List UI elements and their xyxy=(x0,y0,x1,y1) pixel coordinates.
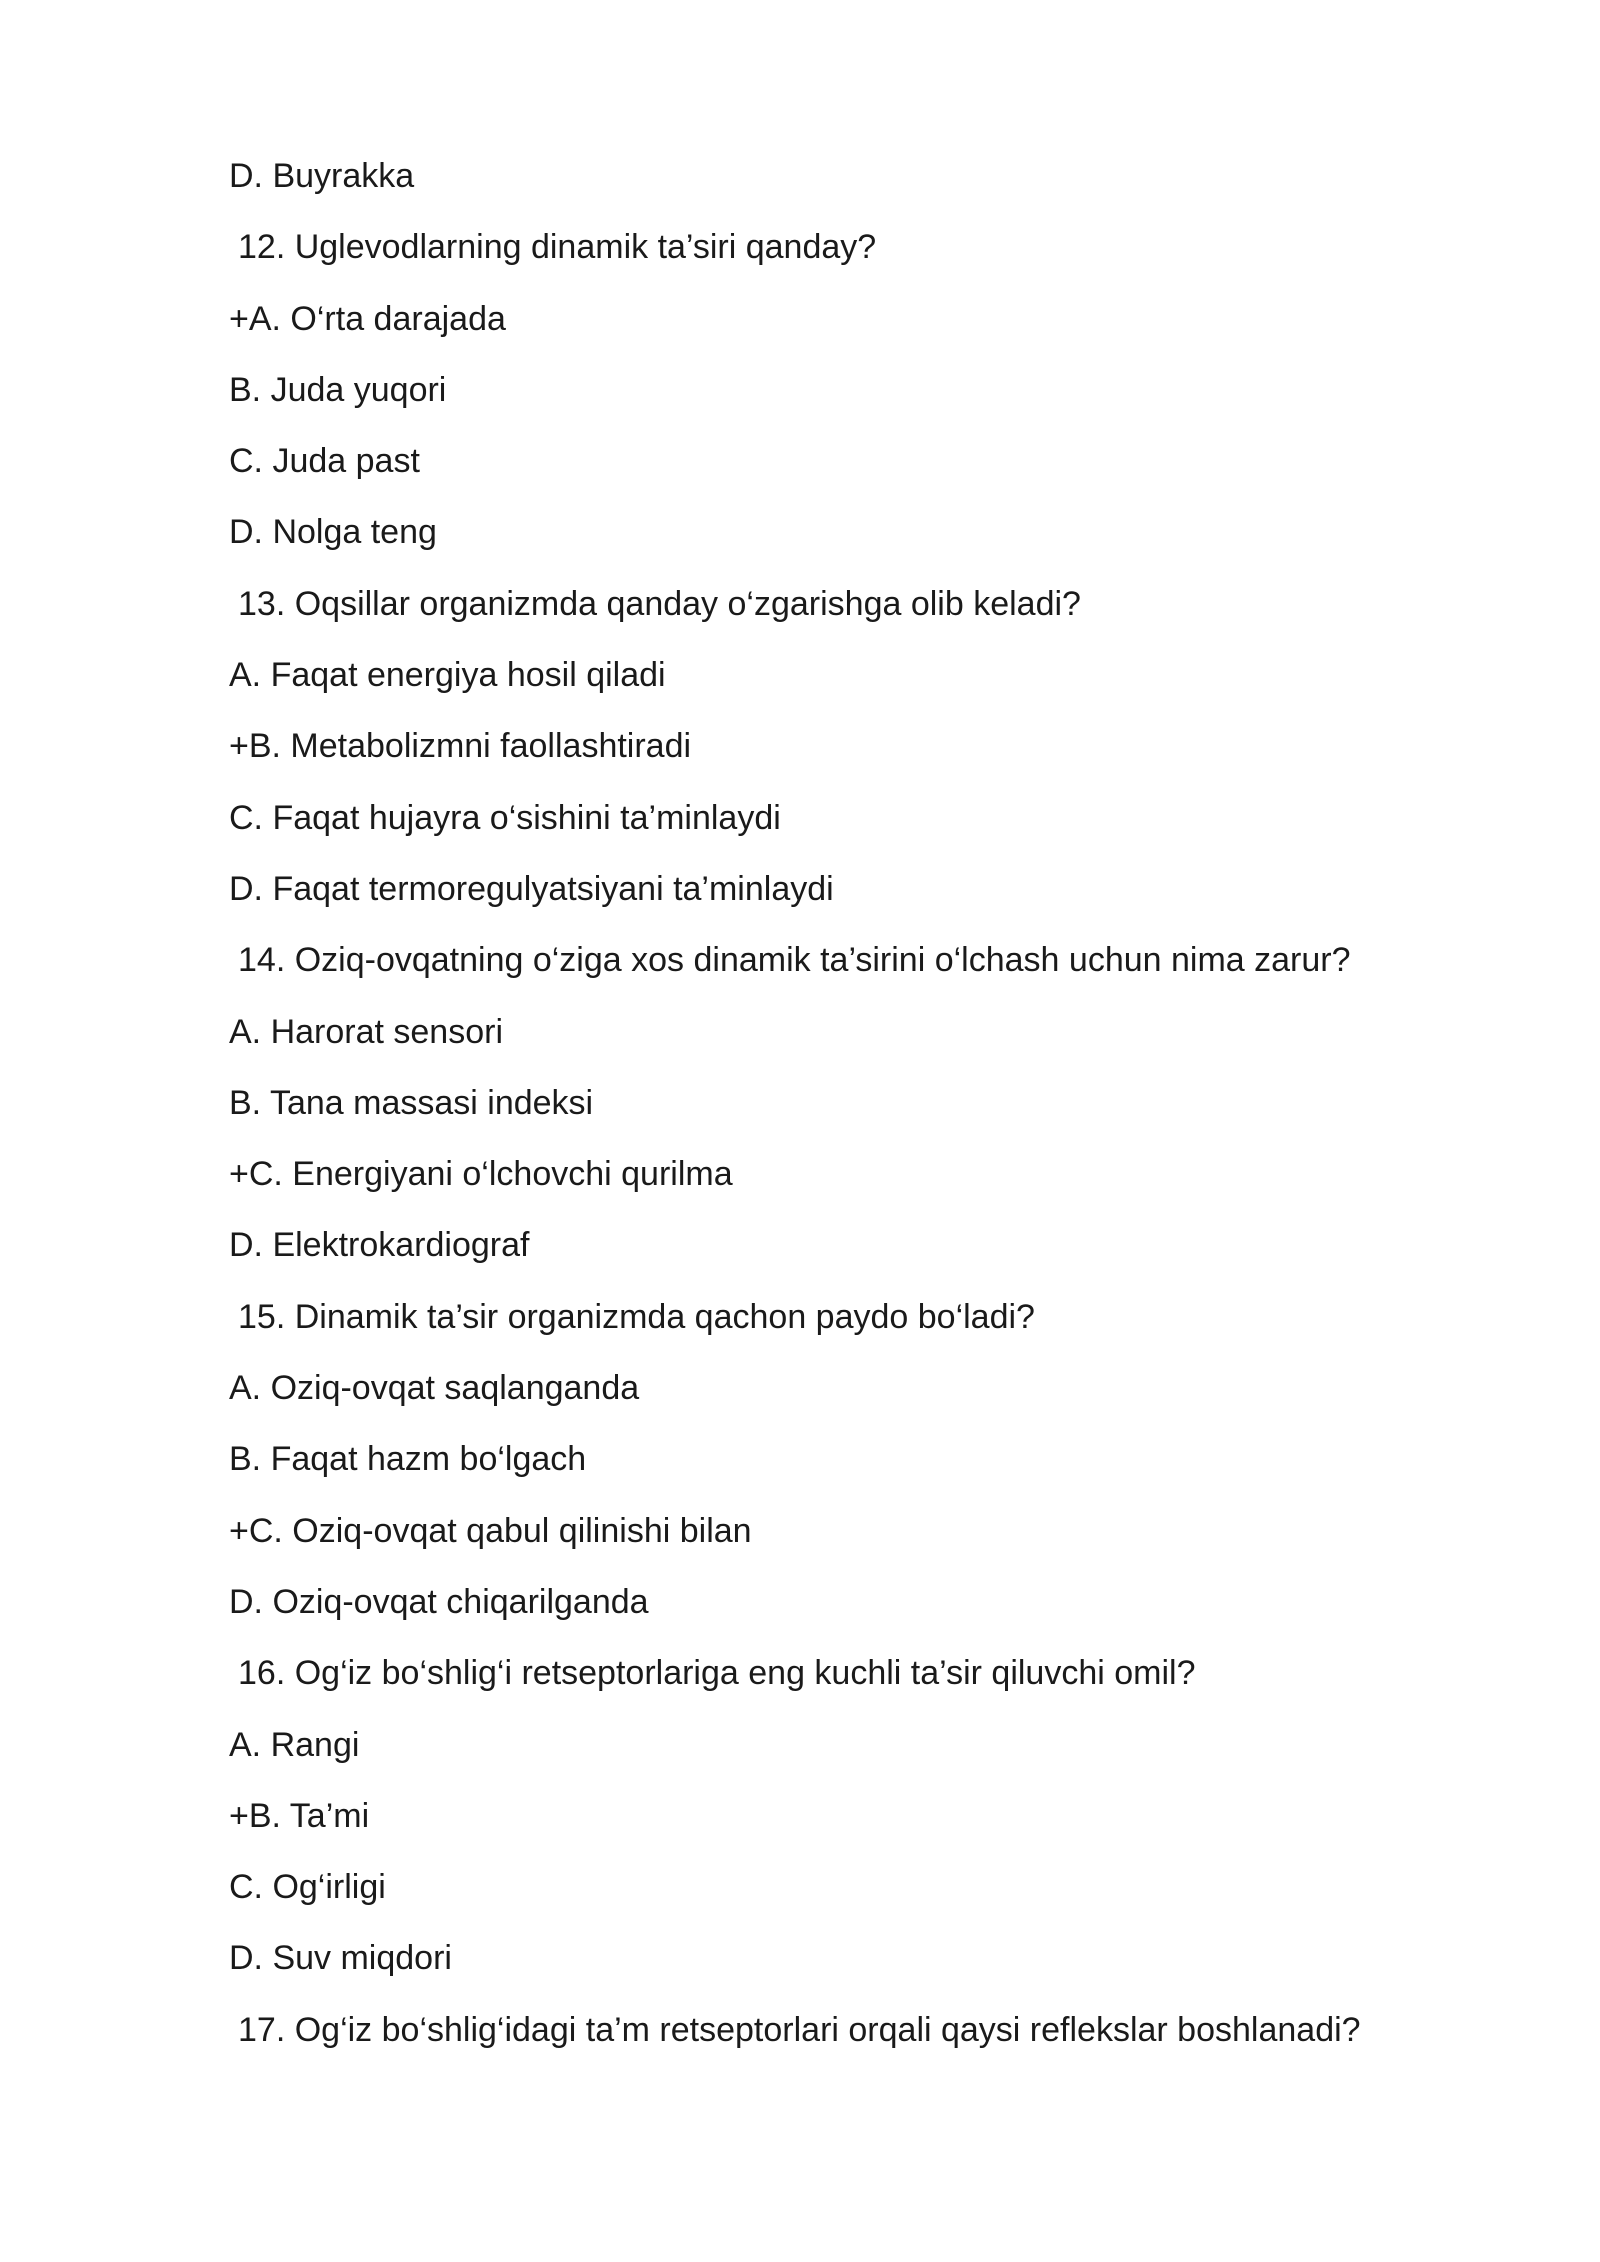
option-line: A. Oziq-ovqat saqlanganda xyxy=(229,1369,640,1408)
option-line: +B. Metabolizmni faollashtiradi xyxy=(229,727,692,766)
option-line: B. Tana massasi indeksi xyxy=(229,1083,594,1122)
option-line: D. Suv miqdori xyxy=(229,1939,452,1978)
option-line: C. Og‘irligi xyxy=(229,1868,386,1907)
question-line: 16. Og‘iz bo‘shlig‘i retseptorlariga eng kuchli ta’sir qiluvchi omil? xyxy=(238,1654,1196,1693)
document-text-column xyxy=(229,150,1429,2075)
option-line: +A. O‘rta darajada xyxy=(229,299,506,338)
option-line: D. Buyrakka xyxy=(229,157,415,195)
option-line: B. Faqat hazm bo‘lgach xyxy=(229,1440,587,1479)
option-line: B. Juda yuqori xyxy=(229,370,447,409)
option-line: A. Harorat sensori xyxy=(229,1012,503,1051)
option-line: D. Faqat termoregulyatsiyani ta’minlaydi xyxy=(229,869,834,908)
option-line: +B. Ta’mi xyxy=(229,1796,370,1835)
question-line: 14. Oziq-ovqatning o‘ziga xos dinamik ta’sirini o‘lchash uchun nima zarur? xyxy=(238,941,1351,980)
question-line: 12. Uglevodlarning dinamik ta’siri qanday? xyxy=(238,228,877,267)
option-line: C. Faqat hujayra o‘sishini ta’minlaydi xyxy=(229,798,781,837)
option-line: D. Oziq-ovqat chiqarilganda xyxy=(229,1582,649,1621)
option-line: A. Faqat energiya hosil qiladi xyxy=(229,656,666,695)
question-line: 15. Dinamik ta’sir organizmda qachon paydo bo‘ladi? xyxy=(238,1297,1035,1336)
question-line: 13. Oqsillar organizmda qanday o‘zgarishga olib keladi? xyxy=(238,584,1081,623)
option-line: +C. Oziq-ovqat qabul qilinishi bilan xyxy=(229,1511,752,1550)
option-line: +C. Energiyani o‘lchovchi qurilma xyxy=(229,1155,733,1194)
option-line: A. Rangi xyxy=(229,1725,360,1764)
option-line: D. Elektrokardiograf xyxy=(229,1226,530,1265)
option-line: C. Juda past xyxy=(229,442,420,481)
question-line: 17. Og‘iz bo‘shlig‘idagi ta’m retseptorlari orqali qaysi reflekslar boshlanadi? xyxy=(238,2010,1361,2049)
option-line: D. Nolga teng xyxy=(229,513,437,552)
